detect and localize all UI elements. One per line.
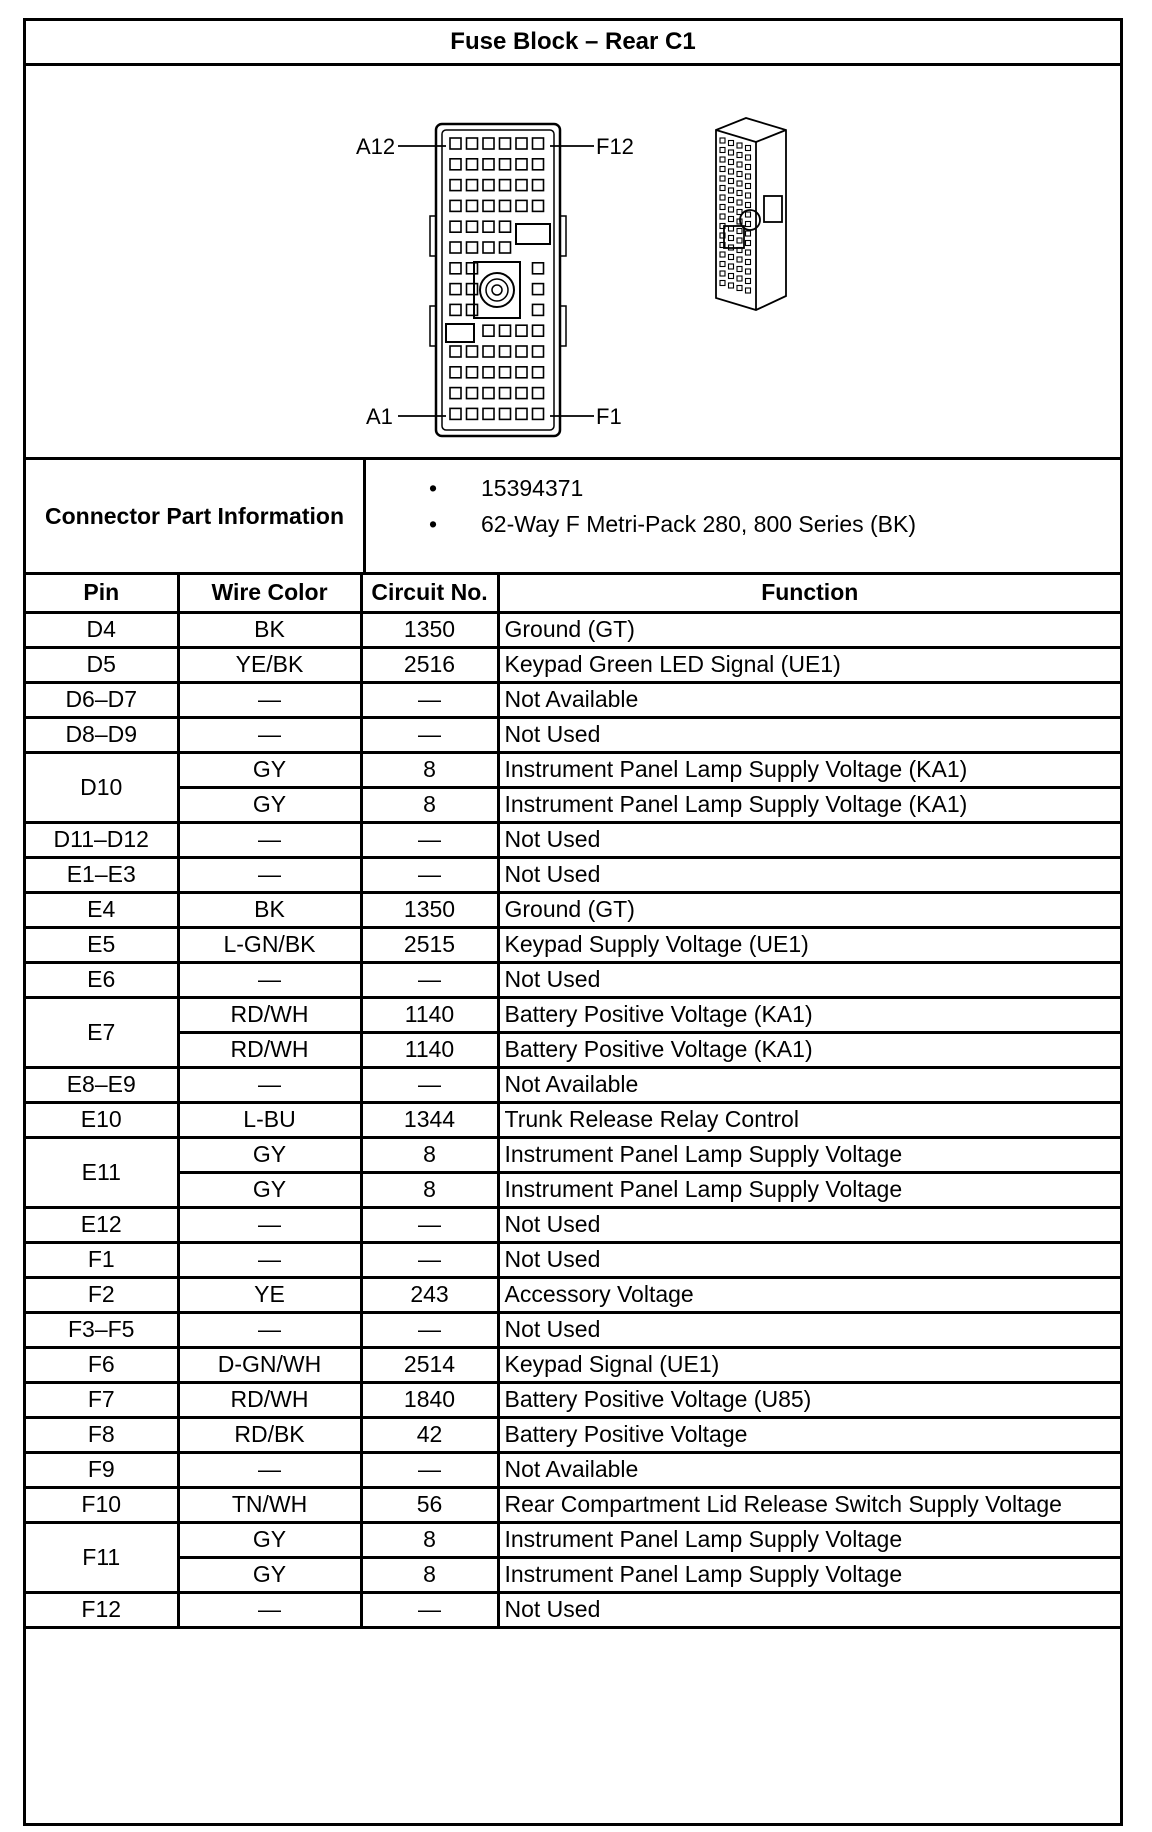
iso-pin-cavity [746,203,751,208]
pin-table-body [26,612,1120,1627]
pin-cell: D8–D9 [26,717,178,752]
pin-cell: F3–F5 [26,1312,178,1347]
connector-part-info-label: Connector Part Information [26,460,366,572]
wire-color-cell: GY [178,1137,361,1172]
pin-cavity [450,200,461,211]
circuit-no-cell: 1140 [361,1032,498,1067]
iso-pin-cavity [737,153,742,158]
pin-cell: D5 [26,647,178,682]
iso-pin-cavity [729,255,734,260]
circuit-no-cell: — [361,962,498,997]
iso-pin-cavity [729,150,734,155]
pin-cavity [533,159,544,170]
connector-face-drawing [26,66,1120,457]
column-header-function: Function [498,575,1120,612]
connector-part-info [26,460,1120,575]
table-row [26,822,1120,857]
function-cell: Battery Positive Voltage (KA1) [498,1032,1120,1067]
function-cell: Instrument Panel Lamp Supply Voltage [498,1172,1120,1207]
circuit-no-cell: 8 [361,752,498,787]
pin-cell: F8 [26,1417,178,1452]
pin-cell: F9 [26,1452,178,1487]
iso-pin-cavity [746,279,751,284]
table-row [26,1277,1120,1312]
function-cell: Instrument Panel Lamp Supply Voltage (KA1) [498,752,1120,787]
circuit-no-cell: — [361,857,498,892]
circuit-no-cell: 2516 [361,647,498,682]
wire-color-cell: — [178,1592,361,1627]
pin-table [26,575,1120,1629]
function-cell: Rear Compartment Lid Release Switch Supply Voltage [498,1487,1120,1522]
function-cell: Not Used [498,1592,1120,1627]
pin-cavity [500,180,511,191]
connector-sheet [23,18,1123,1826]
connector-description: • 62-Way F Metri-Pack 280, 800 Series (BK) [429,506,1120,542]
pin-cell: F11 [26,1522,178,1592]
pin-cavity [467,221,478,232]
pin-cavity [533,200,544,211]
pin-cavity [500,408,511,419]
circuit-no-cell: 2515 [361,927,498,962]
function-cell: Accessory Voltage [498,1277,1120,1312]
iso-pin-cavity [729,188,734,193]
pin-cavity [450,180,461,191]
pin-cavity [516,200,527,211]
table-row [26,1242,1120,1277]
function-cell: Not Used [498,962,1120,997]
table-row [26,997,1120,1032]
function-cell: Keypad Green LED Signal (UE1) [498,647,1120,682]
pin-cavity [467,200,478,211]
iso-pin-cavity [737,162,742,167]
iso-pin-cavity [729,141,734,146]
pin-cavity [516,138,527,149]
connector-diagram [26,66,1120,460]
circuit-no-cell: — [361,1242,498,1277]
iso-pin-cavity [720,157,725,162]
iso-pin-cavity [729,236,734,241]
pin-cavity [483,408,494,419]
iso-pin-cavity [746,269,751,274]
table-row [26,1172,1120,1207]
pin-cavity [500,388,511,399]
pin-cavity [450,346,461,357]
iso-pin-cavity [729,198,734,203]
pin-cavity [533,138,544,149]
pin-cavity [483,325,494,336]
function-cell: Ground (GT) [498,892,1120,927]
iso-pin-cavity [729,264,734,269]
pin-cavity [533,388,544,399]
function-cell: Battery Positive Voltage (U85) [498,1382,1120,1417]
pin-cell: F6 [26,1347,178,1382]
table-row [26,1102,1120,1137]
pin-cell: F2 [26,1277,178,1312]
pin-cavity [467,284,478,295]
pin-cavity [500,138,511,149]
iso-pin-cavity [737,172,742,177]
circuit-no-cell: 8 [361,787,498,822]
wire-color-cell: BK [178,612,361,647]
wire-color-cell: — [178,1067,361,1102]
circuit-no-cell: 8 [361,1557,498,1592]
circuit-no-cell: 243 [361,1277,498,1312]
pin-cavity [450,284,461,295]
pin-cavity [500,325,511,336]
iso-pin-cavity [737,276,742,281]
table-row [26,1452,1120,1487]
iso-pin-cavity [720,262,725,267]
circuit-no-cell: 8 [361,1172,498,1207]
function-cell: Not Used [498,1207,1120,1242]
function-cell: Not Used [498,857,1120,892]
pin-label-f1: F1 [596,404,622,429]
pin-cell: E11 [26,1137,178,1207]
pin-cavity [533,325,544,336]
circuit-no-cell: 42 [361,1417,498,1452]
pin-cavity [467,138,478,149]
pin-cavity [483,180,494,191]
wire-color-cell: — [178,822,361,857]
pin-cavity [450,138,461,149]
wire-color-cell: — [178,717,361,752]
pin-cell: F1 [26,1242,178,1277]
wire-color-cell: L-BU [178,1102,361,1137]
table-row [26,1347,1120,1382]
table-row [26,1522,1120,1557]
pin-cell: F10 [26,1487,178,1522]
function-cell: Instrument Panel Lamp Supply Voltage [498,1522,1120,1557]
pin-cavity [500,221,511,232]
pin-cell: F12 [26,1592,178,1627]
function-cell: Not Available [498,1067,1120,1102]
pin-cavity [467,346,478,357]
pin-cell: E1–E3 [26,857,178,892]
circuit-no-cell: 2514 [361,1347,498,1382]
iso-pin-cavity [729,179,734,184]
connector-body-outline [436,124,560,436]
function-cell: Instrument Panel Lamp Supply Voltage [498,1557,1120,1592]
pin-cavity [467,263,478,274]
pin-cavity [500,346,511,357]
function-cell: Not Used [498,717,1120,752]
table-row [26,1382,1120,1417]
iso-pin-cavity [720,138,725,143]
iso-pin-cavity [746,184,751,189]
pin-cavity [516,408,527,419]
pin-cavity [450,367,461,378]
iso-pin-cavity [729,160,734,165]
pin-cavity [450,159,461,170]
pin-cavity [467,159,478,170]
pin-cavity [483,159,494,170]
iso-pin-cavity [720,281,725,286]
pin-cell: E8–E9 [26,1067,178,1102]
pin-cavity [467,242,478,253]
wire-color-cell: GY [178,787,361,822]
pin-cavity [467,408,478,419]
table-row [26,962,1120,997]
wire-color-cell: TN/WH [178,1487,361,1522]
wire-color-cell: RD/BK [178,1417,361,1452]
circuit-no-cell: 1350 [361,612,498,647]
wire-color-cell: GY [178,1172,361,1207]
wire-color-cell: — [178,857,361,892]
wire-color-cell: YE/BK [178,647,361,682]
pin-cavity [483,346,494,357]
function-cell: Battery Positive Voltage [498,1417,1120,1452]
pin-cavity [450,408,461,419]
pin-cavity [450,242,461,253]
table-row [26,717,1120,752]
iso-pin-cavity [729,217,734,222]
wire-color-cell: RD/WH [178,1382,361,1417]
pin-cell: E12 [26,1207,178,1242]
table-row [26,752,1120,787]
part-number: • 15394371 [429,470,1120,506]
circuit-no-cell: 1840 [361,1382,498,1417]
pin-cavity [467,180,478,191]
iso-pin-cavity [737,229,742,234]
pin-label-f12: F12 [596,134,634,159]
wire-color-cell: RD/WH [178,1032,361,1067]
pin-cavity [500,200,511,211]
iso-pin-cavity [746,193,751,198]
pin-cell: F7 [26,1382,178,1417]
function-cell: Not Used [498,1242,1120,1277]
iso-pin-cavity [737,286,742,291]
pin-cavity [483,242,494,253]
pin-cell: D4 [26,612,178,647]
circuit-no-cell: — [361,1592,498,1627]
table-row [26,682,1120,717]
wire-color-cell: GY [178,1557,361,1592]
pin-cell: E10 [26,1102,178,1137]
iso-pin-cavity [746,212,751,217]
circuit-no-cell: — [361,1312,498,1347]
iso-pin-cavity [746,165,751,170]
circuit-no-cell: 1140 [361,997,498,1032]
iso-pin-cavity [720,214,725,219]
circuit-no-cell: 8 [361,1522,498,1557]
iso-pin-cavity [729,283,734,288]
pin-cavity [516,367,527,378]
iso-pin-cavity [737,143,742,148]
iso-pin-cavity [729,207,734,212]
pin-cavity [450,304,461,315]
wire-color-cell: YE [178,1277,361,1312]
wire-color-cell: GY [178,752,361,787]
pin-cavity [467,388,478,399]
iso-pin-cavity [746,174,751,179]
table-row [26,927,1120,962]
circuit-no-cell: — [361,822,498,857]
iso-pin-cavity [746,250,751,255]
table-row [26,1417,1120,1452]
iso-pin-cavity [746,155,751,160]
circuit-no-cell: 8 [361,1137,498,1172]
function-cell: Trunk Release Relay Control [498,1102,1120,1137]
pin-cavity [500,159,511,170]
pin-cavity [516,346,527,357]
iso-pin-cavity [737,200,742,205]
wire-color-cell: — [178,1312,361,1347]
pin-cell: D6–D7 [26,682,178,717]
pin-cavity [533,304,544,315]
circuit-no-cell: 1344 [361,1102,498,1137]
iso-pin-cavity [720,176,725,181]
circuit-no-cell: — [361,1452,498,1487]
pin-cavity [467,367,478,378]
column-header-wire-color: Wire Color [178,575,361,612]
function-cell: Not Used [498,1312,1120,1347]
iso-pin-cavity [729,274,734,279]
pin-cavity [516,388,527,399]
table-row [26,1032,1120,1067]
iso-pin-cavity [720,195,725,200]
pin-cavity [483,388,494,399]
circuit-no-cell: — [361,717,498,752]
circuit-no-cell: — [361,682,498,717]
wire-color-cell: — [178,962,361,997]
pin-cell: E4 [26,892,178,927]
circuit-no-cell: 1350 [361,892,498,927]
table-row [26,892,1120,927]
pin-cavity [500,242,511,253]
function-cell: Not Used [498,822,1120,857]
circuit-no-cell: 56 [361,1487,498,1522]
pin-cell: E6 [26,962,178,997]
function-cell: Ground (GT) [498,612,1120,647]
column-header-circuit-no: Circuit No. [361,575,498,612]
iso-pin-cavity [746,231,751,236]
pin-cell: D11–D12 [26,822,178,857]
pin-cavity [516,159,527,170]
table-row [26,1067,1120,1102]
iso-pin-cavity [737,238,742,243]
column-header-pin: Pin [26,575,178,612]
iso-pin-cavity [746,222,751,227]
table-row [26,647,1120,682]
pin-label-a12: A12 [356,134,396,159]
pin-cavity [450,263,461,274]
wire-color-cell: BK [178,892,361,927]
table-row [26,1312,1120,1347]
iso-pin-cavity [737,257,742,262]
wire-color-cell: D-GN/WH [178,1347,361,1382]
iso-pin-cavity [720,205,725,210]
pin-cavity [533,180,544,191]
table-row [26,857,1120,892]
pin-cavity [483,367,494,378]
pin-cavity [533,263,544,274]
table-row [26,1487,1120,1522]
iso-pin-cavity [720,148,725,153]
connector-part-info-list [369,460,1120,582]
pin-cavity [516,325,527,336]
table-row [26,787,1120,822]
pin-cavity [500,367,511,378]
wire-color-cell: GY [178,1522,361,1557]
iso-pin-cavity [737,191,742,196]
wire-color-cell: — [178,1242,361,1277]
table-row [26,1592,1120,1627]
pin-label-a1: A1 [366,404,393,429]
function-cell: Keypad Supply Voltage (UE1) [498,927,1120,962]
wire-color-cell: — [178,1207,361,1242]
pin-cavity [467,304,478,315]
function-cell: Not Available [498,1452,1120,1487]
pin-cavity [483,138,494,149]
wire-color-cell: L-GN/BK [178,927,361,962]
iso-pin-cavity [746,288,751,293]
iso-pin-cavity [746,241,751,246]
function-cell: Not Available [498,682,1120,717]
iso-pin-cavity [737,181,742,186]
pin-cavity [483,200,494,211]
pin-cavity [533,346,544,357]
pin-cavity [533,284,544,295]
pin-cell: E5 [26,927,178,962]
pin-cavity [483,221,494,232]
wire-color-cell: — [178,682,361,717]
pin-cavity [450,388,461,399]
pin-cavity [516,180,527,191]
table-row [26,1207,1120,1242]
iso-pin-cavity [737,267,742,272]
iso-pin-cavity [720,167,725,172]
pin-cavity [533,408,544,419]
circuit-no-cell: — [361,1207,498,1242]
function-cell: Battery Positive Voltage (KA1) [498,997,1120,1032]
pin-cell: D10 [26,752,178,822]
page-title: Fuse Block – Rear C1 [26,21,1120,66]
iso-pin-cavity [746,146,751,151]
function-cell: Keypad Signal (UE1) [498,1347,1120,1382]
function-cell: Instrument Panel Lamp Supply Voltage (KA1) [498,787,1120,822]
iso-pin-cavity [720,252,725,257]
pin-cavity [450,221,461,232]
iso-pin-cavity [729,169,734,174]
table-header-row [26,575,1120,612]
pin-cell: E7 [26,997,178,1067]
table-row [26,612,1120,647]
table-row [26,1137,1120,1172]
circuit-no-cell: — [361,1067,498,1102]
table-row [26,1557,1120,1592]
pin-cavity [533,367,544,378]
function-cell: Instrument Panel Lamp Supply Voltage [498,1137,1120,1172]
iso-pin-cavity [720,271,725,276]
wire-color-cell: RD/WH [178,997,361,1032]
iso-pin-cavity [720,186,725,191]
iso-pin-cavity [746,260,751,265]
wire-color-cell: — [178,1452,361,1487]
